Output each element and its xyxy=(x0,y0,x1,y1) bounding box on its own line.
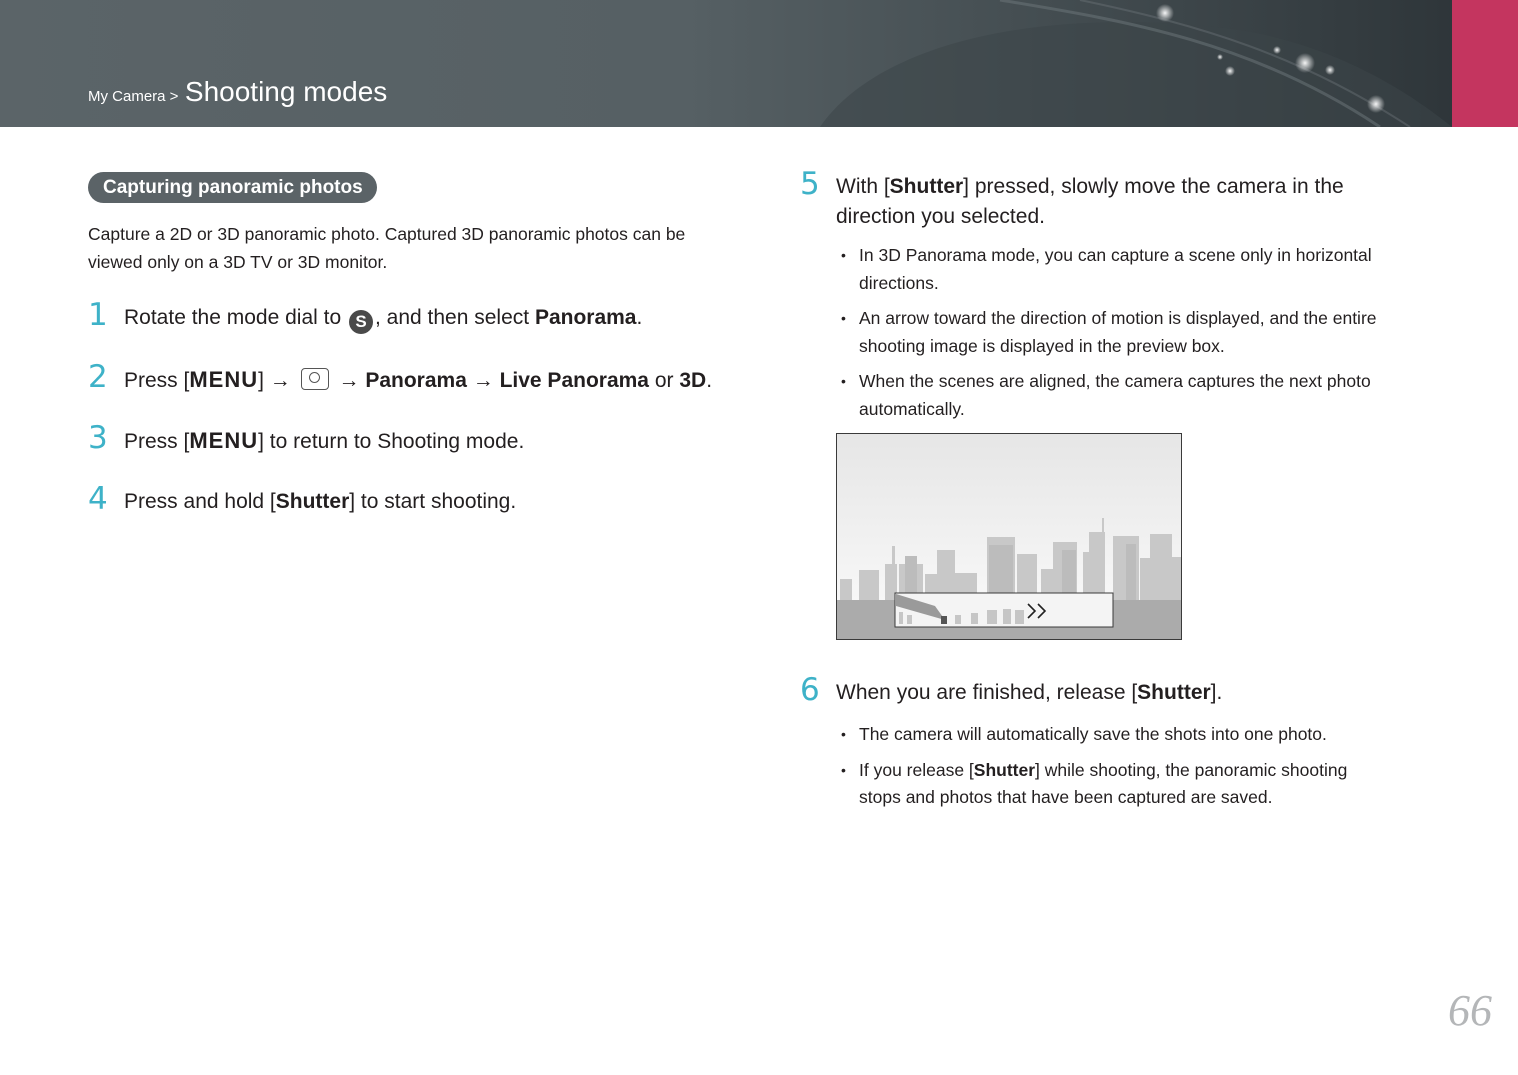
step-number: 3 xyxy=(88,420,108,456)
step-5 xyxy=(800,166,1344,232)
header-accent-bar xyxy=(1452,0,1518,127)
arrow-text: → xyxy=(472,369,494,392)
step-text: or xyxy=(654,369,674,392)
step-text: . xyxy=(706,369,713,392)
step-number: 4 xyxy=(88,481,108,517)
step-number: 2 xyxy=(88,359,108,395)
step-text: ] to start shooting. xyxy=(349,490,517,513)
step-text: , and then select xyxy=(374,306,530,329)
step-bold-text: Shutter xyxy=(1137,681,1211,704)
list-item xyxy=(841,757,1461,812)
step-3 xyxy=(88,420,525,457)
menu-button-icon: MENU xyxy=(189,367,259,392)
step-text: direction you selected. xyxy=(836,205,1045,228)
list-item xyxy=(841,368,1461,423)
section-intro: Capture a 2D or 3D panoramic photo. Captured 3D panoramic photos can be viewed only on a 3D TV or 3D monitor. xyxy=(88,224,686,272)
step-6-bullets xyxy=(841,721,1461,820)
step-text: When you are finished, release [ xyxy=(836,681,1138,704)
breadcrumb-parent[interactable]: My Camera > xyxy=(88,88,179,105)
page-number: 66 xyxy=(1448,986,1492,1035)
arrow-text: → xyxy=(338,369,360,392)
step-bold-text: 3D xyxy=(679,369,707,392)
step-text: Press [ xyxy=(124,369,190,392)
bullet-text: automatically. xyxy=(859,398,965,419)
step-4 xyxy=(88,481,517,517)
list-item xyxy=(841,721,1461,749)
bullet-text: • An arrow toward the direction of motion is displayed, and the entire xyxy=(859,308,1377,328)
breadcrumb xyxy=(88,76,387,108)
step-text: With [ xyxy=(836,175,890,198)
step-1 xyxy=(88,297,643,334)
page-title: Shooting modes xyxy=(184,76,388,107)
step-bold-text: Shutter xyxy=(275,490,350,513)
step-bold-text: Panorama xyxy=(534,306,637,329)
step-text: ]. xyxy=(1210,681,1223,704)
step-text: ] pressed, slowly move the camera in the xyxy=(963,175,1344,198)
bullet-text: stops and photos that have been captured are saved. xyxy=(859,787,1273,807)
city-skyline-image xyxy=(837,434,1181,639)
bullet-text: • In 3D Panorama mode, you can capture a scene only in horizontal xyxy=(859,245,1372,265)
step-bold-text: Shutter xyxy=(889,175,964,198)
bullet-text: directions. xyxy=(859,272,939,293)
step-text: Rotate the mode dial to xyxy=(124,306,342,329)
step-5-bullets xyxy=(841,242,1461,431)
step-bold-text: Panorama xyxy=(365,369,467,392)
list-item xyxy=(841,242,1461,297)
step-6 xyxy=(800,672,1223,708)
bullet-bold-text: Shutter xyxy=(973,759,1036,780)
step-number: 5 xyxy=(800,166,820,202)
step-text: ] to return to Shooting mode. xyxy=(258,430,525,453)
panorama-preview-illustration xyxy=(836,433,1182,640)
section-title-pill: Capturing panoramic photos xyxy=(88,172,377,203)
step-text: Press [ xyxy=(124,430,190,453)
bullet-text: ] while shooting, the panoramic shooting xyxy=(1035,759,1348,780)
step-number: 1 xyxy=(88,297,108,333)
bullet-text: • When the scenes are aligned, the camera captures the next photo xyxy=(859,371,1371,391)
page-header xyxy=(0,0,1518,127)
step-number: 6 xyxy=(800,672,820,708)
bullet-text: shooting image is displayed in the preview box. xyxy=(859,335,1225,356)
bullet-text: • The camera will automatically save the shots into one photo. xyxy=(859,724,1327,744)
step-text: . xyxy=(636,306,643,329)
smart-mode-icon: S xyxy=(349,310,373,334)
bullet-text: If you release [ xyxy=(859,759,974,780)
step-text: Press and hold [ xyxy=(124,490,276,513)
camera-shooting-menu-icon xyxy=(301,368,329,390)
step-2 xyxy=(88,359,713,396)
step-bold-text: Live Panorama xyxy=(499,369,649,392)
list-item xyxy=(841,305,1461,360)
step-text: ] → xyxy=(258,369,291,392)
menu-button-icon: MENU xyxy=(189,428,259,453)
